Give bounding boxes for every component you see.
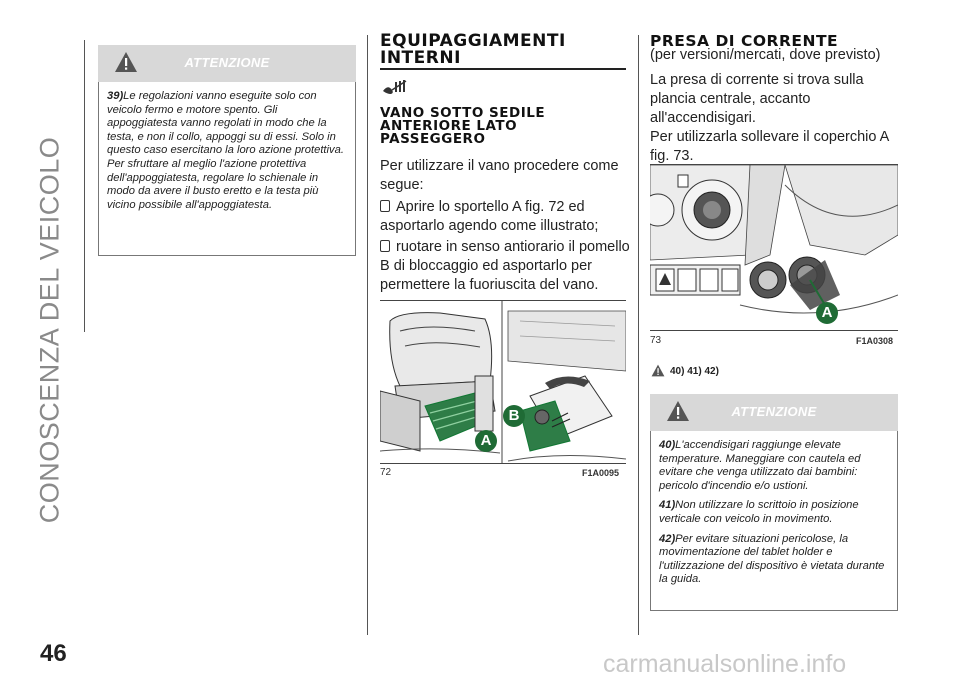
intro-text: Per utilizzare il vano procedere come segue: <box>380 158 619 193</box>
figure-73-illustration <box>650 165 898 329</box>
note-text: Non utilizzare lo scrittoio in posizione verticale con veicolo in movimento. <box>659 499 859 525</box>
subsection-title <box>380 107 545 146</box>
step-2 <box>380 238 630 295</box>
note-42 <box>659 533 889 587</box>
marker-a-fig73: A <box>816 302 838 324</box>
watermark: carmanualsonline.info <box>603 650 847 678</box>
power-socket-title: PRESA DI CORRENTE <box>650 32 839 50</box>
note-text: L'accendisigari raggiunge elevate temperature. Maneggiare con cautela ed evitare che venga utilizzato dai bambini: pericolo d'incendio e/o ustioni. <box>659 439 861 492</box>
marker-a: A <box>475 430 497 452</box>
note-number: 39) <box>107 90 124 102</box>
marker-b: B <box>503 405 525 427</box>
fig73-code: F1A0308 <box>856 336 894 346</box>
power-socket-para2: Per utilizzarla sollevare il coperchio A fig. 73. <box>650 129 889 164</box>
note-text: Per evitare situazioni pericolose, la movimentazione del tablet holder e l'utilizzazione del dispositivo è vietata durante la guida. <box>659 532 885 586</box>
section-rule <box>380 68 626 70</box>
right-warning-body <box>650 431 898 611</box>
subsection-line2: ANTERIORE LATO <box>380 118 518 134</box>
left-warning-body <box>98 82 356 256</box>
bullet-icon <box>380 200 390 212</box>
note-40 <box>659 439 889 493</box>
page-number: 46 <box>40 640 67 667</box>
power-socket-subtitle: (per versioni/mercati, dove previsto) <box>650 47 881 63</box>
step-1 <box>380 198 630 236</box>
left-warning-title: ATTENZIONE <box>184 55 270 70</box>
power-socket-para1: La presa di corrente si trova sulla plancia centrale, accanto all'accendisigari. <box>650 72 864 126</box>
step-2-text: ruotare in senso antiorario il pomello B di bloccaggio ed asportarlo per permettere la fuoriuscita del vano. <box>380 239 630 293</box>
subsection-line3: PASSEGGERO <box>380 131 486 147</box>
side-divider <box>84 40 85 332</box>
note-number: 40) <box>659 439 676 451</box>
warning-references: 40) 41) 42) <box>670 366 719 377</box>
right-warning-header <box>650 394 898 431</box>
bullet-icon <box>380 240 390 252</box>
note-number: 41) <box>659 499 676 512</box>
note-41 <box>659 499 889 526</box>
fig73-number: 73 <box>650 335 662 346</box>
warning-icon <box>651 364 665 377</box>
fig73-bottom-border <box>650 330 898 331</box>
manual-reference-icon <box>380 78 410 96</box>
side-title-text: CONOSCENZA DEL VEICOLO <box>34 136 65 524</box>
step-1-text: Aprire lo sportello A fig. 72 ed asportarlo agendo come illustrato; <box>380 199 599 234</box>
section-title-line2: INTERNI <box>380 48 461 68</box>
right-warning-title: ATTENZIONE <box>731 404 817 419</box>
section-title <box>380 33 566 67</box>
note-text: Le regolazioni vanno eseguite solo con veicolo fermo e motore spento. Gli appoggiatesta vanno regolati in modo che la testa, e non il collo, appoggi su di essi. Solo in questo caso esercitano la loro azione protettiva. Per sfruttare al meglio l'azione protettiva dell'appoggiatesta, regolare lo schienale in modo da avere il busto eretto e la testa più vicino possibile all'appoggiatesta. <box>107 90 344 211</box>
fig72-number: 72 <box>380 467 392 478</box>
subsection-line1: VANO SOTTO SEDILE <box>380 105 546 121</box>
column-divider-1 <box>367 35 368 635</box>
fig72-bottom-border <box>380 463 626 464</box>
figure-72-illustration <box>380 301 626 463</box>
fig72-code: F1A0095 <box>582 468 620 478</box>
column-divider-2 <box>638 35 639 635</box>
note-number: 42) <box>659 532 676 545</box>
section-title-line1: EQUIPAGGIAMENTI <box>380 31 566 51</box>
note-39 <box>107 90 347 212</box>
left-warning-header <box>98 45 356 82</box>
